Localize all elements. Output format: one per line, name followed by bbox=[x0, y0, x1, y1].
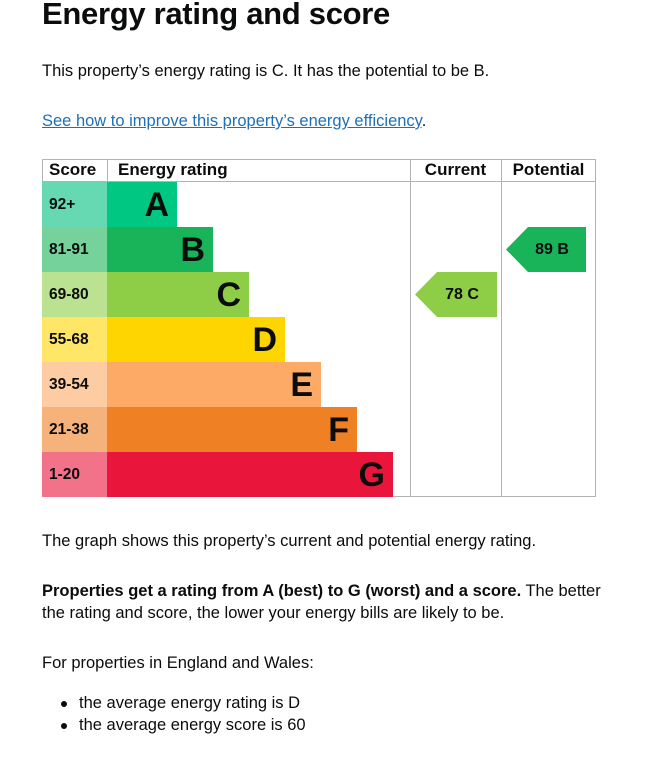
rating-bar-letter: G bbox=[358, 456, 385, 494]
rating-bar-letter: E bbox=[290, 366, 313, 404]
rating-bar-letter: F bbox=[328, 411, 349, 449]
list-item: the average energy score is 60 bbox=[79, 716, 306, 734]
score-cell: 1-20 bbox=[42, 452, 107, 497]
score-header: Score bbox=[49, 160, 97, 179]
rating-explanation-rest: The better the rating and score, the lower your energy bills are likely to be. bbox=[42, 582, 601, 622]
rating-bar-e bbox=[107, 362, 321, 407]
rating-bar-f bbox=[107, 407, 357, 452]
potential-header: Potential bbox=[512, 160, 585, 179]
current-divider-left bbox=[410, 159, 411, 497]
rating-bar-c bbox=[107, 272, 249, 317]
page-title: Energy rating and score bbox=[42, 0, 390, 31]
current-rating-arrow bbox=[415, 272, 497, 317]
energy-rating-header: Energy rating bbox=[118, 160, 228, 179]
rating-bar-d bbox=[107, 317, 285, 362]
england-wales-text: For properties in England and Wales: bbox=[42, 654, 314, 672]
current-header: Current bbox=[424, 160, 487, 179]
rating-bar-letter: A bbox=[144, 186, 169, 224]
list-item: the average energy rating is D bbox=[79, 692, 306, 714]
potential-rating-label: 89 B bbox=[535, 241, 569, 258]
rating-bar-letter: D bbox=[252, 321, 277, 359]
link-suffix: . bbox=[421, 112, 427, 130]
rating-explanation-bold: Properties get a rating from A (best) to G (worst) and a score. bbox=[42, 582, 522, 600]
rating-bar-b bbox=[107, 227, 213, 272]
score-cell: 39-54 bbox=[42, 362, 107, 407]
rating-explanation bbox=[42, 580, 602, 624]
energy-rating-chart bbox=[42, 159, 596, 497]
score-cell: 69-80 bbox=[42, 272, 107, 317]
score-divider bbox=[107, 159, 108, 181]
rating-bar-letter: C bbox=[216, 276, 241, 314]
current-rating-label: 78 C bbox=[445, 286, 479, 303]
improve-paragraph bbox=[42, 110, 426, 132]
score-cell: 21-38 bbox=[42, 407, 107, 452]
potential-divider-left bbox=[501, 159, 502, 497]
graph-caption: The graph shows this property’s current and potential energy rating. bbox=[42, 532, 537, 550]
score-cell: 92+ bbox=[42, 182, 107, 227]
rating-bar-letter: B bbox=[180, 231, 205, 269]
intro-text: This property’s energy rating is C. It has the potential to be B. bbox=[42, 62, 490, 80]
chart-right-border bbox=[595, 159, 596, 497]
rating-bar-a bbox=[107, 182, 177, 227]
averages-list bbox=[42, 692, 306, 736]
score-cell: 81-91 bbox=[42, 227, 107, 272]
score-cell: 55-68 bbox=[42, 317, 107, 362]
improve-efficiency-link[interactable]: See how to improve this property’s energy efficiency bbox=[42, 112, 422, 130]
rating-bar-g bbox=[107, 452, 393, 497]
potential-rating-arrow bbox=[506, 227, 586, 272]
